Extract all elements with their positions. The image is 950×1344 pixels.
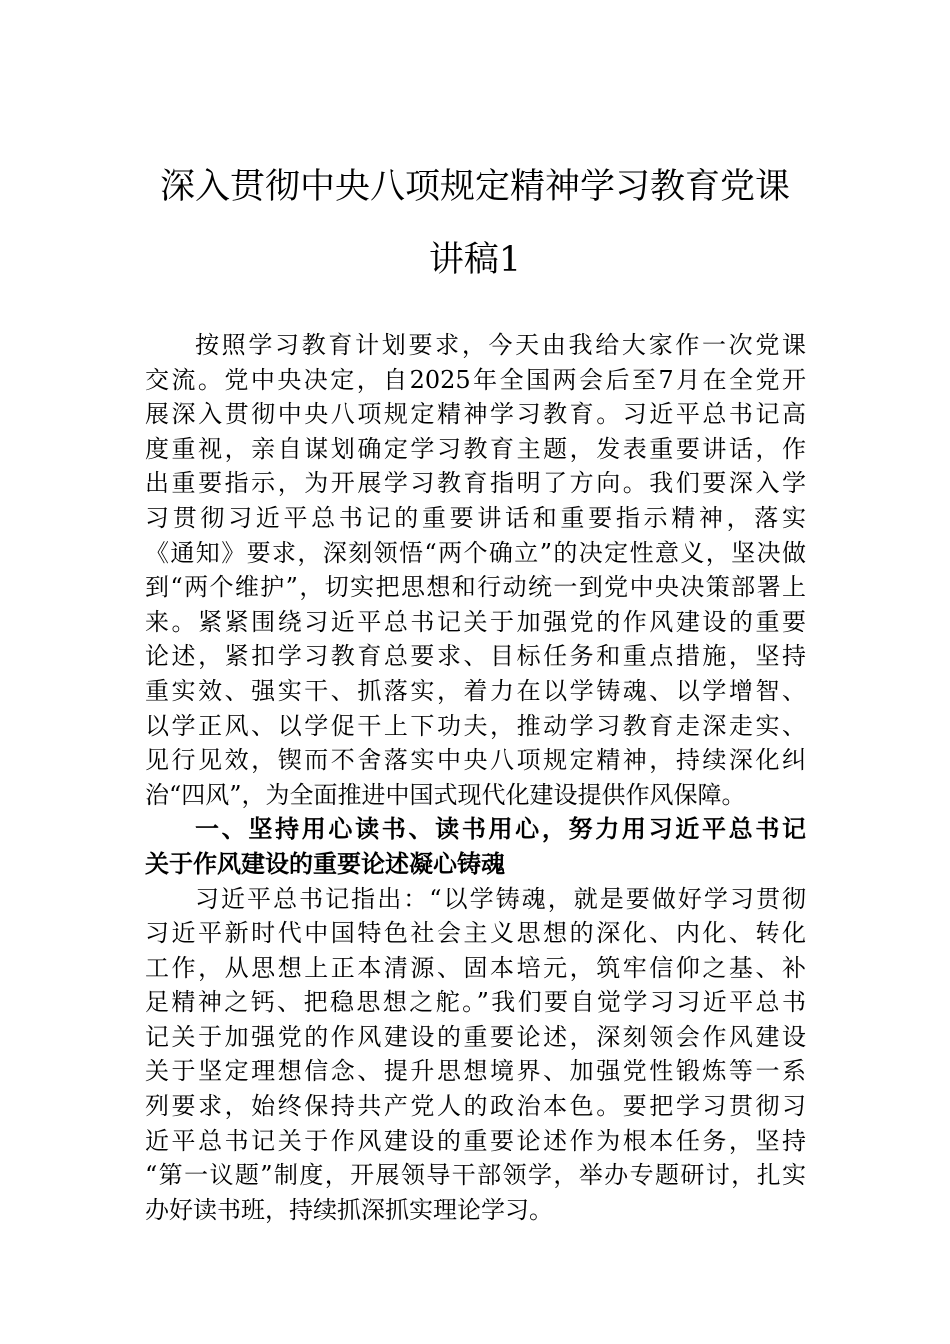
text-line: 治“四风”，为全面推进中国式现代化建设提供作风保障。: [145, 780, 746, 809]
paragraph-intro: [145, 328, 806, 812]
text-line: 习近平总书记指出：“以学铸魂，就是要做好学习贯彻: [195, 884, 806, 913]
heading-line: 一、坚持用心读书、读书用心，努力用习近平总书记: [195, 815, 806, 844]
text-line: 工作，从思想上正本清源、固本培元，筑牢信仰之基、补: [145, 953, 806, 982]
text-line: 列要求，始终保持共产党人的政治本色。要把学习贯彻习: [145, 1092, 806, 1121]
text-line: 《通知》要求，深刻领悟“两个确立”的决定性意义，坚决做: [145, 538, 806, 567]
text-line: 办好读书班，持续抓深抓实理论学习。: [145, 1195, 553, 1224]
text-line: 到“两个维护”，切实把思想和行动统一到党中央决策部署上: [145, 573, 806, 602]
text-line: 论述，紧扣学习教育总要求、目标任务和重点措施，坚持: [145, 642, 806, 671]
text-line: 关于坚定理想信念、提升思想境界、加强党性锻炼等一系: [145, 1057, 806, 1086]
document-title-subline: 讲稿1: [428, 240, 522, 280]
document-title: 深入贯彻中央八项规定精神学习教育党课: [159, 167, 790, 207]
text-line: 见行见效，锲而不舍落实中央八项规定精神，持续深化纠: [145, 746, 806, 775]
text-line: 按照学习教育计划要求，今天由我给大家作一次党课: [195, 331, 806, 359]
text-line: 度重视，亲自谋划确定学习教育主题，发表重要讲话，作: [145, 434, 806, 463]
text-line: 记关于加强党的作风建设的重要论述，深刻领会作风建设: [145, 1022, 806, 1051]
text-line: 出重要指示，为开展学习教育指明了方向。我们要深入学: [145, 469, 806, 498]
text-line: 近平总书记关于作风建设的重要论述作为根本任务，坚持: [145, 1126, 806, 1155]
text-line: 重实效、强实干、抓落实，着力在以学铸魂、以学增智、: [145, 676, 806, 705]
text-line: 来。紧紧围绕习近平总书记关于加强党的作风建设的重要: [145, 607, 806, 636]
text-line: 交流。党中央决定，自2025年全国两会后至7月在全党开: [145, 365, 806, 394]
heading-line: 关于作风建设的重要论述凝心铸魂: [145, 849, 505, 878]
text-line: 习贯彻习近平总书记的重要讲话和重要指示精神，落实: [145, 503, 806, 532]
text-line: 习近平新时代中国特色社会主义思想的深化、内化、转化: [145, 919, 806, 948]
text-line: 以学正风、以学促干上下功夫，推动学习教育走深走实、: [145, 711, 806, 740]
text-line: “第一议题”制度，开展领导干部领学，举办专题研讨，扎实: [145, 1161, 806, 1190]
paragraph-section-1: [145, 882, 806, 1228]
document-body: [145, 328, 806, 1227]
text-line: 足精神之钙、把稳思想之舵。”我们要自觉学习习近平总书: [145, 988, 806, 1017]
section-heading-1: [145, 812, 806, 881]
text-line: 展深入贯彻中央八项规定精神学习教育。习近平总书记高: [145, 400, 806, 429]
